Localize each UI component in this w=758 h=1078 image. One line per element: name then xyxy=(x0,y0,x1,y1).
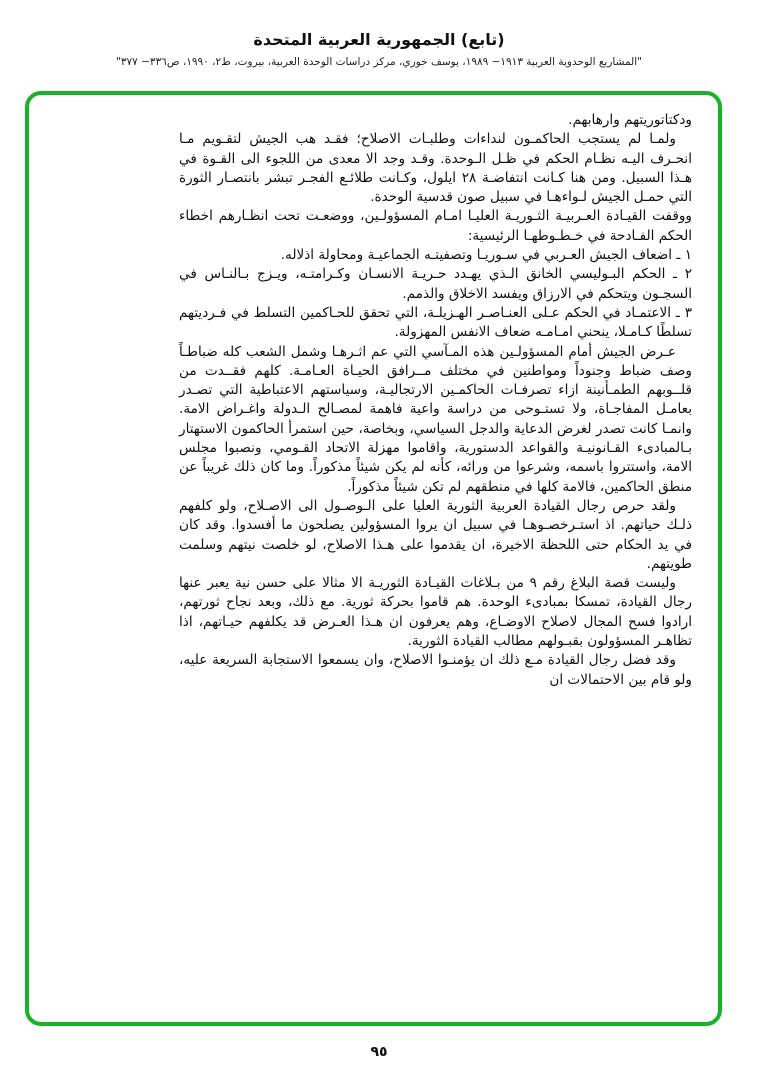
body-paragraph: ودكتاتوريتهم وارهابهم. xyxy=(568,112,692,128)
body-paragraph-list-item: ٢ ـ الحكم البـوليسي الخانق الـذي يهـدد حـريـة الانسـان وكـرامتـه، ويـزج بـالنـاس في السجـون ويتحكم في الارزاق ويفسد الاخلاق والذمم. xyxy=(179,266,692,302)
body-paragraph: وقد فضل رجال القيادة مـع ذلك ان يؤمنـوا الاصلاح، وان يسمعوا الاستجابة السريعة عليه، ولو قام بين الاحتمالات ان xyxy=(179,652,692,688)
page-number: ٩٥ xyxy=(370,1044,388,1060)
page-title: (تابع) الجمهورية العربية المتحدة xyxy=(253,30,505,49)
body-paragraph-list-item: ٣ ـ الاعتمـاد في الحكم عـلى العنـاصـر الهـزيلـة، التي تحقق للحـاكمين التسلط في فـرديتهم تسلطًا كـامـلا، ينحني امـامـه ضعاف الانفس المهزولة. xyxy=(179,304,692,341)
body-paragraph-list-item: ١ ـ اضعاف الجيش العـربي في سـوريـا وتصفيتـه الجماعيـة ومحاولة اذلاله. xyxy=(280,247,692,264)
source-citation: "المشاريع الوحدوية العربية ١٩١٣− ١٩٨٩، يوسف خوري، مركز دراسات الوحدة العربية، بيروت، ط٢، ١٩٩٠، ص٣٣٦− ٣٧٧" xyxy=(115,56,643,68)
body-paragraph: عـرض الجيش أمام المسؤولـين هذه المـآسي التي عم اثـرهـا وشمل الشعب كله ضباطـاً وصف ضباط وجنوداً ومواطنين في مختلف مــرافق الحيـاة العـامـة. كلهم فقــدت من قلــوبهم الطمـأنينة ازاء تصرفـات الحاكمـين الارتجاليـة، وسياستهم الاعتباطية التي تصـدر بعامـل المفاجـاة، ولا تستـوحى من دراسة واعية فاهمة لمصـالح الـدولة واغـراض الامة. وانمـا كانت تصدر لغرض الدعاية والدجل السياسي، وبخاصة، حين استمرأ الحاكمون الاستهتار بـالمبادىء القـانونيـة والقواعد الدستورية، واقاموا مهزلة الاتحاد القـومي، ونصبوا مجلس الامة، واستتروا باسمه، وشرعوا من ورائه، كأنه لم يكن شيئاً مذكوراً. وما كان ذلك غريباً عن منطق الحاكمين، فالامة كلها في منطقهم لم تكن شيئاً مذكوراً. xyxy=(179,343,692,495)
green-border-frame xyxy=(25,91,722,1026)
page-header xyxy=(0,30,758,68)
body-paragraph: ولقد حرص رجال القيادة العربية الثورية العليا على الـوصـول الى الاصـلاح، ولو كلفهم ذلـك حياتهم. اذ استـرخصـوهـا في سبيل ان يروا المسؤولين يصلحون ما أفسدوا. وقد كان في يد الحكام حتى اللحظة الاخيرة، ان يقدموا على هـذا الاصلاح، لو خلصت نيتهم وسلمت طويتهم. xyxy=(179,497,692,572)
body-paragraph: ووقفت القيـادة العـربيـة الثـوريـة العليـا امـام المسؤولـين، ووضعـت تحت انظـارهم اخطاء الحكم الفـادحة في خـطـوطهـا الرئيسية: xyxy=(179,208,692,244)
body-paragraph: ولمـا لم يستجب الحاكمـون لنداءات وطلبـات الاصلاح؛ فقـد هب الجيش لتقـويم مـا انحـرف اليـه نظـام الحكم في ظـل الـوحدة. وقـد وجد الا معدى من اللجوء الى القـوة في هـذا السبيل. ومن هنا كـانت انتفاضـة ٢٨ ايلول، وكـانت طلائـع الفجـر تبشر بانتصـار الثورة التي حمـل الجيش لـواءهـا في سبيل صون قدسية الوحدة. xyxy=(179,131,692,206)
body-paragraph: وليست قصة البلاغ رقم ٩ من بـلاغات القيـادة الثوريـة الا مثالا على حسن نية يعبر عنها رجال القيادة، تمسكا بمبادىء الوحدة. هم قاموا بحركة ثورية. مع ذلك، وبعد نجاح ثورتهم، ارادوا فسح المجال لاصلاح الاوضـاع، وهم يعرفون ان هـذا العـرض قد يكلفهم حيـاتهم، اذا تظاهـر المسؤولون بقبـولهم مطالب القيادة الثورية. xyxy=(179,575,692,650)
body-text xyxy=(29,95,718,1022)
